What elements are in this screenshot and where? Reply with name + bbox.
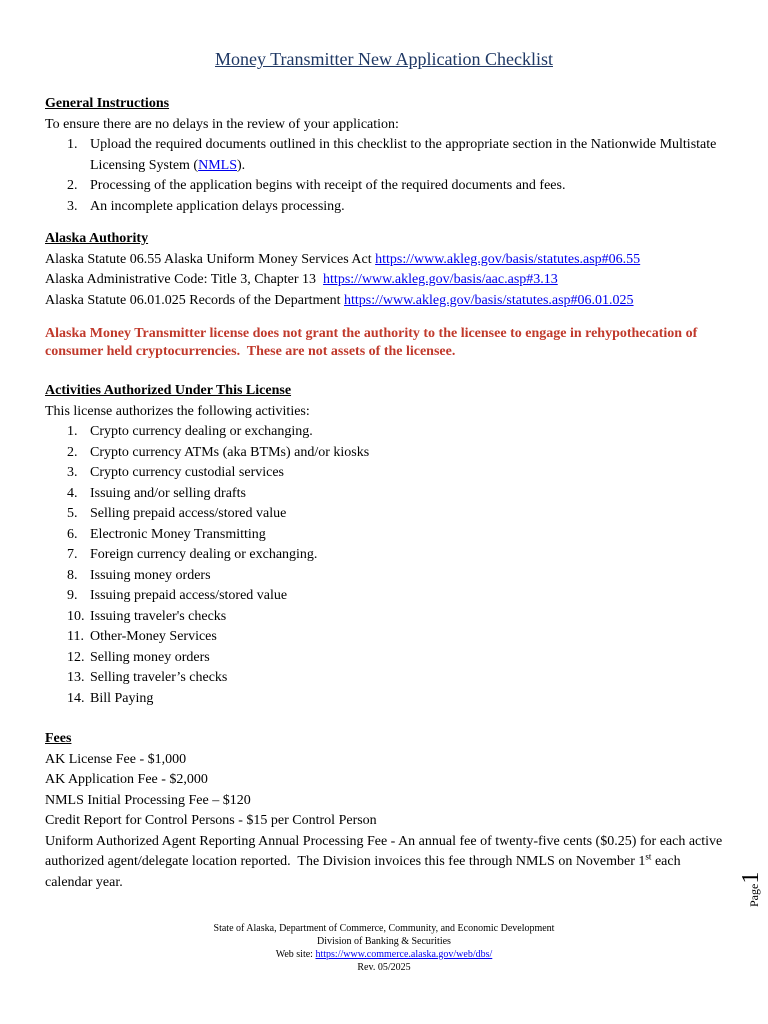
authority-line [45, 291, 725, 312]
list-item [45, 586, 725, 607]
footer-revision: Rev. 05/2025 [357, 962, 411, 973]
authority-text: Alaska Statute 06.01.025 Records of the Department [45, 292, 344, 308]
page-number-marker [738, 871, 765, 907]
list-number: 5. [67, 506, 78, 521]
list-item [45, 627, 725, 648]
list-text: Crypto currency ATMs (aka BTMs) and/or kiosks [90, 444, 370, 460]
list-number: 12. [67, 649, 85, 665]
list-item [45, 607, 725, 628]
nmls-link[interactable]: NMLS [198, 157, 238, 173]
list-text: Processing of the application begins with receipt of the required documents and fees. [90, 178, 566, 193]
authority-text: Alaska Administrative Code: Title 3, Chapter 13 [45, 272, 324, 287]
fee-line-agent-reporting [45, 832, 725, 894]
list-text: Issuing prepaid access/stored value [90, 588, 288, 603]
list-number: 4. [67, 485, 78, 501]
list-item [45, 504, 725, 525]
alaska-authority-heading: Alaska Authority [45, 231, 149, 246]
authority-line [45, 270, 725, 291]
fee-line: AK Application Fee - $2,000 [45, 772, 208, 787]
list-text: Issuing money orders [90, 567, 211, 583]
general-instructions-intro: To ensure there are no delays in the review of your application: [45, 116, 399, 132]
list-text: Crypto currency dealing or exchanging. [90, 424, 313, 439]
list-item [45, 525, 725, 546]
list-number: 9. [67, 588, 78, 603]
general-instructions-list [45, 135, 725, 217]
list-item [45, 176, 725, 197]
fees-heading: Fees [45, 731, 72, 746]
footer-division: Division of Banking & Securities [317, 936, 451, 947]
statute-06-01-025-link[interactable]: https://www.akleg.gov/basis/statutes.asp#06.01.025 [343, 292, 634, 308]
crypto-warning: Alaska Money Transmitter license does not grant the authority to the licensee to engage in rehypothecation of consumer held cryptocurrencies. These are not assets of the licensee. [45, 326, 701, 359]
general-instructions-heading: General Instructions [45, 96, 170, 111]
footer-website [0, 948, 768, 961]
fee-line: NMLS Initial Processing Fee – $120 [45, 792, 251, 808]
list-item [45, 545, 725, 566]
list-number: 7. [67, 547, 78, 562]
list-text: Issuing and/or selling drafts [90, 485, 246, 501]
list-item [45, 197, 725, 218]
list-item [45, 443, 725, 464]
list-number: 11. [67, 629, 84, 644]
list-text: Foreign currency dealing or exchanging. [90, 547, 318, 562]
list-number: 3. [67, 198, 78, 214]
page-footer [0, 922, 768, 974]
authority-line [45, 250, 725, 271]
list-item [45, 422, 725, 443]
page-label: Page [747, 883, 761, 907]
list-number: 8. [67, 567, 78, 583]
list-item [45, 689, 725, 710]
statute-06-55-link[interactable]: https://www.akleg.gov/basis/statutes.asp#06.55 [375, 251, 641, 267]
list-number: 14. [67, 690, 85, 706]
website-link[interactable]: https://www.commerce.alaska.gov/web/dbs/ [315, 949, 493, 960]
list-text: Selling traveler’s checks [90, 670, 228, 685]
list-text: Selling prepaid access/stored value [90, 506, 287, 521]
ordinal-suffix: st [645, 851, 652, 862]
list-number: 1. [67, 424, 78, 439]
activities-intro: This license authorizes the following activities: [45, 403, 310, 419]
list-number: 6. [67, 526, 78, 542]
list-number: 2. [67, 444, 78, 460]
footer-department: State of Alaska, Department of Commerce, Community, and Economic Development [213, 923, 555, 934]
list-text: Issuing traveler's checks [90, 608, 227, 624]
page-number: 1 [738, 871, 764, 884]
list-item [45, 135, 725, 176]
fee-line: AK License Fee - $1,000 [45, 751, 187, 767]
list-text: Crypto currency custodial services [90, 465, 284, 480]
aac-3-13-link[interactable]: https://www.akleg.gov/basis/aac.asp#3.13 [323, 272, 558, 287]
activities-heading: Activities Authorized Under This License [45, 383, 292, 398]
list-item [45, 668, 725, 689]
list-number: 13. [67, 670, 85, 685]
authority-text: Alaska Statute 06.55 Alaska Uniform Money Services Act [45, 251, 376, 267]
list-item [45, 648, 725, 669]
fee-text: Uniform Authorized Agent Reporting Annual Processing Fee - An annual fee of twenty-five cents ($0.25) for each active authorized agent/delegate location reported. The Division invoices this fee through NMLS on November 1 [45, 833, 726, 869]
list-item [45, 484, 725, 505]
document-body [45, 94, 725, 893]
list-number: 1. [67, 137, 78, 152]
list-text: Upload the required documents outlined in this checklist to the appropriate section in the Nationwide Multistate Licensing System ( [90, 137, 717, 173]
list-number: 3. [67, 465, 78, 480]
fee-line: Credit Report for Control Persons - $15 per Control Person [45, 813, 377, 828]
list-item [45, 566, 725, 587]
activities-list [45, 422, 725, 709]
list-text: Electronic Money Transmitting [90, 526, 266, 542]
fee-text: each calendar year. [45, 854, 681, 890]
list-text: Bill Paying [90, 690, 154, 706]
list-number: 10. [67, 608, 85, 624]
list-text: ). [237, 157, 246, 173]
list-text: Other-Money Services [90, 629, 217, 644]
list-text: Selling money orders [90, 649, 210, 665]
list-number: 2. [67, 178, 78, 193]
footer-web-label: Web site: [275, 949, 316, 960]
list-text: An incomplete application delays processing. [90, 198, 345, 214]
list-item [45, 463, 725, 484]
page-title: Money Transmitter New Application Checklist [215, 49, 553, 69]
